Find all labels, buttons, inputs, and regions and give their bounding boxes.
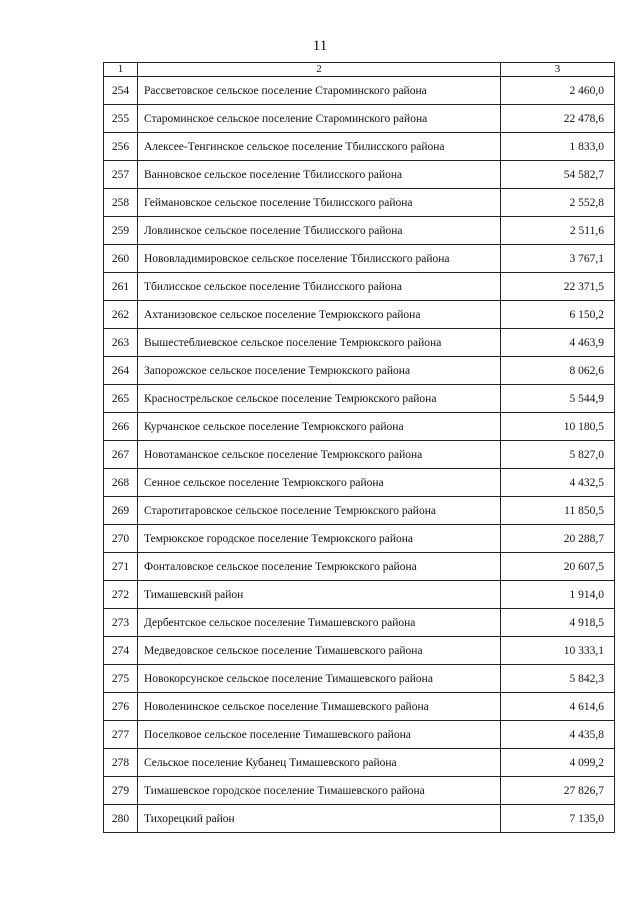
row-value: 2 552,8: [501, 189, 615, 217]
row-value: 5 842,3: [501, 665, 615, 693]
table-row: [104, 133, 615, 161]
row-value: 2 460,0: [501, 77, 615, 105]
table-row: [104, 357, 615, 385]
row-name: Староминское сельское поселение Староминского района: [138, 105, 501, 133]
row-number: 257: [104, 161, 138, 189]
table-body: [104, 77, 615, 833]
row-value: 3 767,1: [501, 245, 615, 273]
row-name: Тбилисское сельское поселение Тбилисского района: [138, 273, 501, 301]
row-value: 4 463,9: [501, 329, 615, 357]
row-number: 273: [104, 609, 138, 637]
table-row: [104, 385, 615, 413]
row-name: Тимашевское городское поселение Тимашевского района: [138, 777, 501, 805]
table-row: [104, 805, 615, 833]
row-number: 270: [104, 525, 138, 553]
row-value: 6 150,2: [501, 301, 615, 329]
row-value: 7 135,0: [501, 805, 615, 833]
table-row: [104, 609, 615, 637]
row-number: 266: [104, 413, 138, 441]
table-row: [104, 189, 615, 217]
row-value: 22 478,6: [501, 105, 615, 133]
row-number: 260: [104, 245, 138, 273]
table-row: [104, 749, 615, 777]
row-name: Нововладимировское сельское поселение Тбилисского района: [138, 245, 501, 273]
row-number: 256: [104, 133, 138, 161]
table-row: [104, 497, 615, 525]
row-name: Сенное сельское поселение Темрюкского района: [138, 469, 501, 497]
row-number: 278: [104, 749, 138, 777]
table-row: [104, 525, 615, 553]
table-row: [104, 273, 615, 301]
row-value: 20 607,5: [501, 553, 615, 581]
row-number: 275: [104, 665, 138, 693]
row-value: 5 827,0: [501, 441, 615, 469]
row-value: 10 180,5: [501, 413, 615, 441]
table-row: [104, 777, 615, 805]
row-name: Новотаманское сельское поселение Темрюкского района: [138, 441, 501, 469]
row-name: Курчанское сельское поселение Темрюкского района: [138, 413, 501, 441]
row-number: 272: [104, 581, 138, 609]
row-number: 276: [104, 693, 138, 721]
table-header: [104, 63, 615, 77]
row-name: Дербентское сельское поселение Тимашевского района: [138, 609, 501, 637]
row-name: Старотитаровское сельское поселение Темрюкского района: [138, 497, 501, 525]
row-name: Сельское поселение Кубанец Тимашевского района: [138, 749, 501, 777]
row-number: 264: [104, 357, 138, 385]
row-value: 10 333,1: [501, 637, 615, 665]
row-value: 4 099,2: [501, 749, 615, 777]
row-name: Ловлинское сельское поселение Тбилисского района: [138, 217, 501, 245]
row-value: 1 914,0: [501, 581, 615, 609]
table-row: [104, 665, 615, 693]
row-name: Поселковое сельское поселение Тимашевского района: [138, 721, 501, 749]
row-name: Алексее-Тенгинское сельское поселение Тбилисского района: [138, 133, 501, 161]
row-name: Медведовское сельское поселение Тимашевского района: [138, 637, 501, 665]
row-number: 271: [104, 553, 138, 581]
row-number: 262: [104, 301, 138, 329]
table-row: [104, 245, 615, 273]
row-value: 8 062,6: [501, 357, 615, 385]
row-name: Новоленинское сельское поселение Тимашевского района: [138, 693, 501, 721]
row-value: 4 435,8: [501, 721, 615, 749]
row-value: 5 544,9: [501, 385, 615, 413]
header-col-1: 1: [104, 63, 138, 77]
row-value: 1 833,0: [501, 133, 615, 161]
table-row: [104, 217, 615, 245]
row-value: 22 371,5: [501, 273, 615, 301]
table-row: [104, 301, 615, 329]
row-number: 258: [104, 189, 138, 217]
table-row: [104, 441, 615, 469]
table-row: [104, 105, 615, 133]
table-row: [104, 637, 615, 665]
row-name: Геймановское сельское поселение Тбилисского района: [138, 189, 501, 217]
row-name: Рассветовское сельское поселение Староминского района: [138, 77, 501, 105]
row-name: Запорожское сельское поселение Темрюкского района: [138, 357, 501, 385]
row-number: 259: [104, 217, 138, 245]
row-name: Фонталовское сельское поселение Темрюкского района: [138, 553, 501, 581]
row-name: Ванновское сельское поселение Тбилисского района: [138, 161, 501, 189]
table-row: [104, 469, 615, 497]
row-value: 11 850,5: [501, 497, 615, 525]
row-number: 274: [104, 637, 138, 665]
row-name: Темрюкское городское поселение Темрюкского района: [138, 525, 501, 553]
row-number: 261: [104, 273, 138, 301]
table-row: [104, 553, 615, 581]
row-name: Тимашевский район: [138, 581, 501, 609]
header-col-2: 2: [138, 63, 501, 77]
header-col-3: 3: [501, 63, 615, 77]
row-name: Тихорецкий район: [138, 805, 501, 833]
row-number: 279: [104, 777, 138, 805]
row-number: 268: [104, 469, 138, 497]
table-row: [104, 693, 615, 721]
row-value: 4 432,5: [501, 469, 615, 497]
row-name: Краснострельское сельское поселение Темрюкского района: [138, 385, 501, 413]
data-table: [103, 62, 615, 833]
row-value: 27 826,7: [501, 777, 615, 805]
row-value: 20 288,7: [501, 525, 615, 553]
row-value: 4 918,5: [501, 609, 615, 637]
row-name: Ахтанизовское сельское поселение Темрюкского района: [138, 301, 501, 329]
row-number: 267: [104, 441, 138, 469]
row-name: Новокорсунское сельское поселение Тимашевского района: [138, 665, 501, 693]
table-header-row: [104, 63, 615, 77]
row-number: 255: [104, 105, 138, 133]
row-number: 263: [104, 329, 138, 357]
row-name: Вышестеблиевское сельское поселение Темрюкского района: [138, 329, 501, 357]
table-row: [104, 721, 615, 749]
row-number: 269: [104, 497, 138, 525]
row-value: 54 582,7: [501, 161, 615, 189]
row-number: 277: [104, 721, 138, 749]
page-number: 11: [312, 38, 328, 54]
table-row: [104, 77, 615, 105]
table-row: [104, 329, 615, 357]
row-number: 280: [104, 805, 138, 833]
row-number: 254: [104, 77, 138, 105]
table-row: [104, 413, 615, 441]
table-row: [104, 161, 615, 189]
row-number: 265: [104, 385, 138, 413]
table-row: [104, 581, 615, 609]
row-value: 2 511,6: [501, 217, 615, 245]
row-value: 4 614,6: [501, 693, 615, 721]
